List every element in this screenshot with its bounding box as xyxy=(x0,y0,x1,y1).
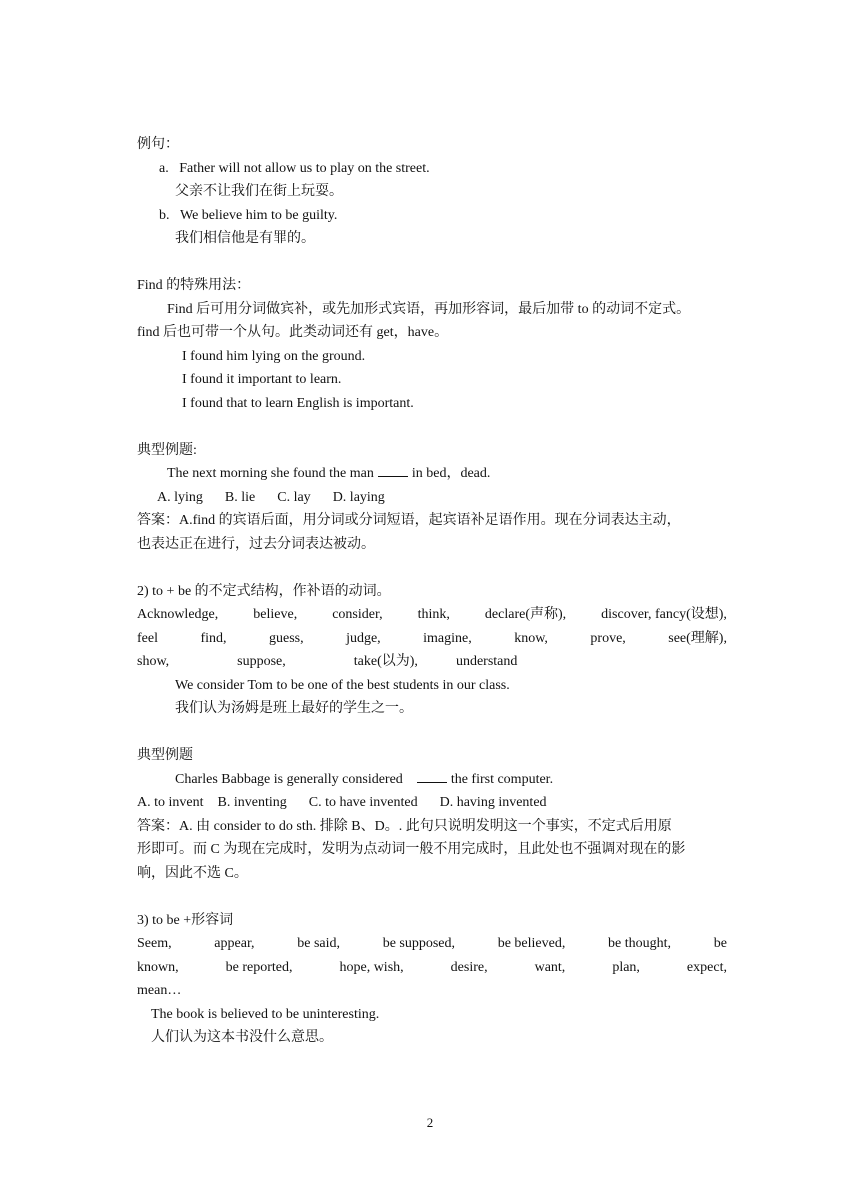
option-a: A. lying xyxy=(157,489,203,505)
page-content xyxy=(137,133,727,1050)
verb-list-row-2: feel find, guess, judge, imagine, know, prove, see(理解), xyxy=(137,630,727,646)
option-2-b: B. inventing xyxy=(217,795,287,810)
find-desc-2: find 后也可带一个从句。此类动词还有 get，have。 xyxy=(137,325,449,340)
section-heading: 例句： xyxy=(137,137,179,152)
option-b: B. lie xyxy=(224,489,256,505)
example-b-en xyxy=(137,204,727,228)
find-desc-1: Find 后可用分词做宾补，或先加形式宾语，再加形容词，最后加带 to 的动词不定式。 xyxy=(167,301,691,317)
section-3-example-en: The book is believed to be uninteresting. xyxy=(151,1006,380,1022)
options-2 xyxy=(137,791,727,815)
option-2-a: A. to invent xyxy=(137,795,204,810)
example-b-text: We believe him to be guilty. xyxy=(180,207,338,223)
example-heading: 典型例题: xyxy=(137,442,197,458)
section-3-row-1: Seem, appear, be said, be supposed, be believed, be thought, be xyxy=(137,936,727,951)
page-number: 2 xyxy=(426,1115,434,1130)
answer-2-line-3: 响，因此不选 C。 xyxy=(137,865,248,881)
example-b-zh: 我们相信他是有罪的。 xyxy=(175,231,315,246)
answer-blank-2 xyxy=(417,768,447,783)
section-2-example-en: We consider Tom to be one of the best students in our class. xyxy=(175,677,510,693)
answer-blank xyxy=(378,462,408,477)
find-heading: Find 的特殊用法： xyxy=(137,278,251,293)
answer-2-line-2: 形即可。而 C 为现在完成时，发明为点动词一般不用完成时，且此处也不强调对现在的影 xyxy=(137,842,686,857)
example-2-heading: 典型例题 xyxy=(137,748,193,763)
answer-1-line-2: 也表达正在进行，过去分词表达被动。 xyxy=(137,536,375,552)
find-example-1: I found him lying on the ground. xyxy=(182,348,366,364)
example-b-label: b. xyxy=(159,207,170,223)
answer-2-line-1: 答案：A. 由 consider to do sth. 排除 B、D。. 此句只说明发明这一个事实，不定式后用原 xyxy=(137,818,672,834)
question-2: Charles Babbage is generally considered the first computer. xyxy=(137,768,727,792)
section-2-heading: 2) to + be 的不定式结构，作补语的动词。 xyxy=(137,583,391,599)
section-2-example-zh: 我们认为汤姆是班上最好的学生之一。 xyxy=(175,701,413,716)
answer-1-line-1: 答案：A.find 的宾语后面，用分词或分词短语，起宾语补足语作用。现在分词表达主动， xyxy=(137,513,681,528)
section-3-heading: 3) to be +形容词 xyxy=(137,912,234,928)
find-example-3: I found that to learn English is important. xyxy=(182,395,414,411)
example-a-en xyxy=(137,157,727,181)
option-2-c: C. to have invented xyxy=(308,795,418,810)
option-c: C. lay xyxy=(277,489,311,505)
section-3-example-zh: 人们认为这本书没什么意思。 xyxy=(151,1030,333,1045)
example-a-label: a. xyxy=(159,160,169,176)
section-3-row-3: mean… xyxy=(137,983,182,998)
example-a-text: Father will not allow us to play on the street. xyxy=(179,160,430,176)
section-3-row-2: known, be reported, hope, wish, desire, want, plan, expect, xyxy=(137,959,727,975)
options-1 xyxy=(137,486,727,510)
verb-list-row-1: Acknowledge, believe, consider, think, declare(声称), discover, fancy(设想), xyxy=(137,607,727,622)
option-2-d: D. having invented xyxy=(439,795,547,810)
verb-list-row-3: show, suppose, take(以为), understand xyxy=(137,654,518,669)
question-1: The next morning she found the man in bed，dead. xyxy=(137,462,727,486)
find-example-2: I found it important to learn. xyxy=(182,372,342,387)
option-d: D. laying xyxy=(332,489,385,505)
example-a-zh: 父亲不让我们在街上玩耍。 xyxy=(175,184,343,199)
